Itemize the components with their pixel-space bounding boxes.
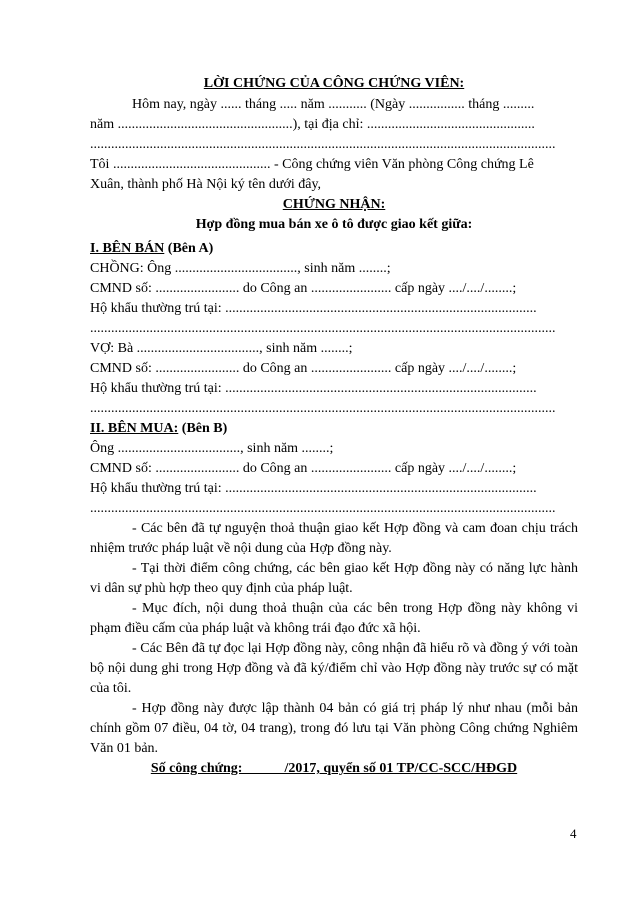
party-b-heading <box>90 419 578 439</box>
party-a-wife-address: Hộ khẩu thường trú tại: ......................................................................................... <box>90 381 537 396</box>
clause-voluntary: - Các bên đã tự nguyện thoả thuận giao kết Hợp đồng và cam đoan chịu trách nhiệm trước pháp luật về nội dung của Hợp đồng này. <box>90 521 578 556</box>
party-b-name: Ông ..................................., sinh năm ........; <box>90 441 334 456</box>
party-a-wife: VỢ: Bà ..................................., sinh năm ........; <box>90 341 353 356</box>
party-b-heading-label: II. BÊN MUA: <box>90 421 179 436</box>
party-a-heading-suffix: (Bên A) <box>164 241 214 256</box>
clause-copies: - Hợp đồng này được lập thành 04 bản có giá trị pháp lý như nhau (mỗi bản chính gồm 07 điều, 04 tờ, 04 trang), trong đó lưu tại Văn phòng Công chứng Nghiêm Văn 01 bản. <box>90 701 578 756</box>
party-a-heading-label: I. BÊN BÁN <box>90 241 165 256</box>
clause-purpose: - Mục đích, nội dung thoả thuận của các bên trong Hợp đồng này không vi phạm điều cấm của pháp luật và không trái đạo đức xã hội. <box>90 601 578 636</box>
party-a-husband-address-cont: ..................................................................................................................................... <box>90 321 556 336</box>
party-a-husband-address: Hộ khẩu thường trú tại: ......................................................................................... <box>90 301 537 316</box>
party-a-husband-id: CMND số: ........................ do Công an ....................... cấp ngày ..../..../........; <box>90 281 517 296</box>
address-line: năm ..................................................), tại địa chỉ: ................................................ <box>90 117 535 132</box>
party-a-wife-id: CMND số: ........................ do Công an ....................... cấp ngày ..../..../........; <box>90 361 517 376</box>
clause-read-agree: - Các Bên đã tự đọc lại Hợp đồng này, công nhận đã hiểu rõ và đồng ý với toàn bộ nội dung ghi trong Hợp đồng và đã ký/điểm chỉ vào Hợp đồng này trước sự có mặt của tôi. <box>90 641 578 696</box>
party-a-husband: CHỒNG: Ông ..................................., sinh năm ........; <box>90 261 391 276</box>
clause-capacity: - Tại thời điểm công chứng, các bên giao kết Hợp đồng này có năng lực hành vi dân sự phù hợp theo quy định của pháp luật. <box>90 561 578 596</box>
date-line: Hôm nay, ngày ...... tháng ..... năm ........... (Ngày ................ tháng ......... <box>132 97 535 112</box>
notary-number: Số công chứng: /2017, quyển số 01 TP/CC-SCC/HĐGD <box>150 761 518 776</box>
page-number: 4 <box>570 826 577 841</box>
certify-subtitle: Hợp đồng mua bán xe ô tô được giao kết giữa: <box>195 217 473 232</box>
party-b-heading-suffix: (Bên B) <box>178 421 228 436</box>
party-b-address-cont: ..................................................................................................................................... <box>90 501 556 516</box>
party-a-wife-address-cont: ..................................................................................................................................... <box>90 401 556 416</box>
notary-office-line: Xuân, thành phố Hà Nội ký tên dưới đây, <box>90 177 322 192</box>
address-dots-line: ..................................................................................................................................... <box>90 137 556 152</box>
party-b-address: Hộ khẩu thường trú tại: ......................................................................................... <box>90 481 537 496</box>
notary-statement-title: LỜI CHỨNG CỦA CÔNG CHỨNG VIÊN: <box>203 76 465 91</box>
notary-name-line: Tôi ............................................. - Công chứng viên Văn phòng Công chứng Lê <box>90 157 534 172</box>
party-b-id: CMND số: ........................ do Công an ....................... cấp ngày ..../..../........; <box>90 461 517 476</box>
party-a-heading <box>90 239 578 259</box>
document-body <box>90 74 578 779</box>
certify-title: CHỨNG NHẬN: <box>282 197 386 212</box>
